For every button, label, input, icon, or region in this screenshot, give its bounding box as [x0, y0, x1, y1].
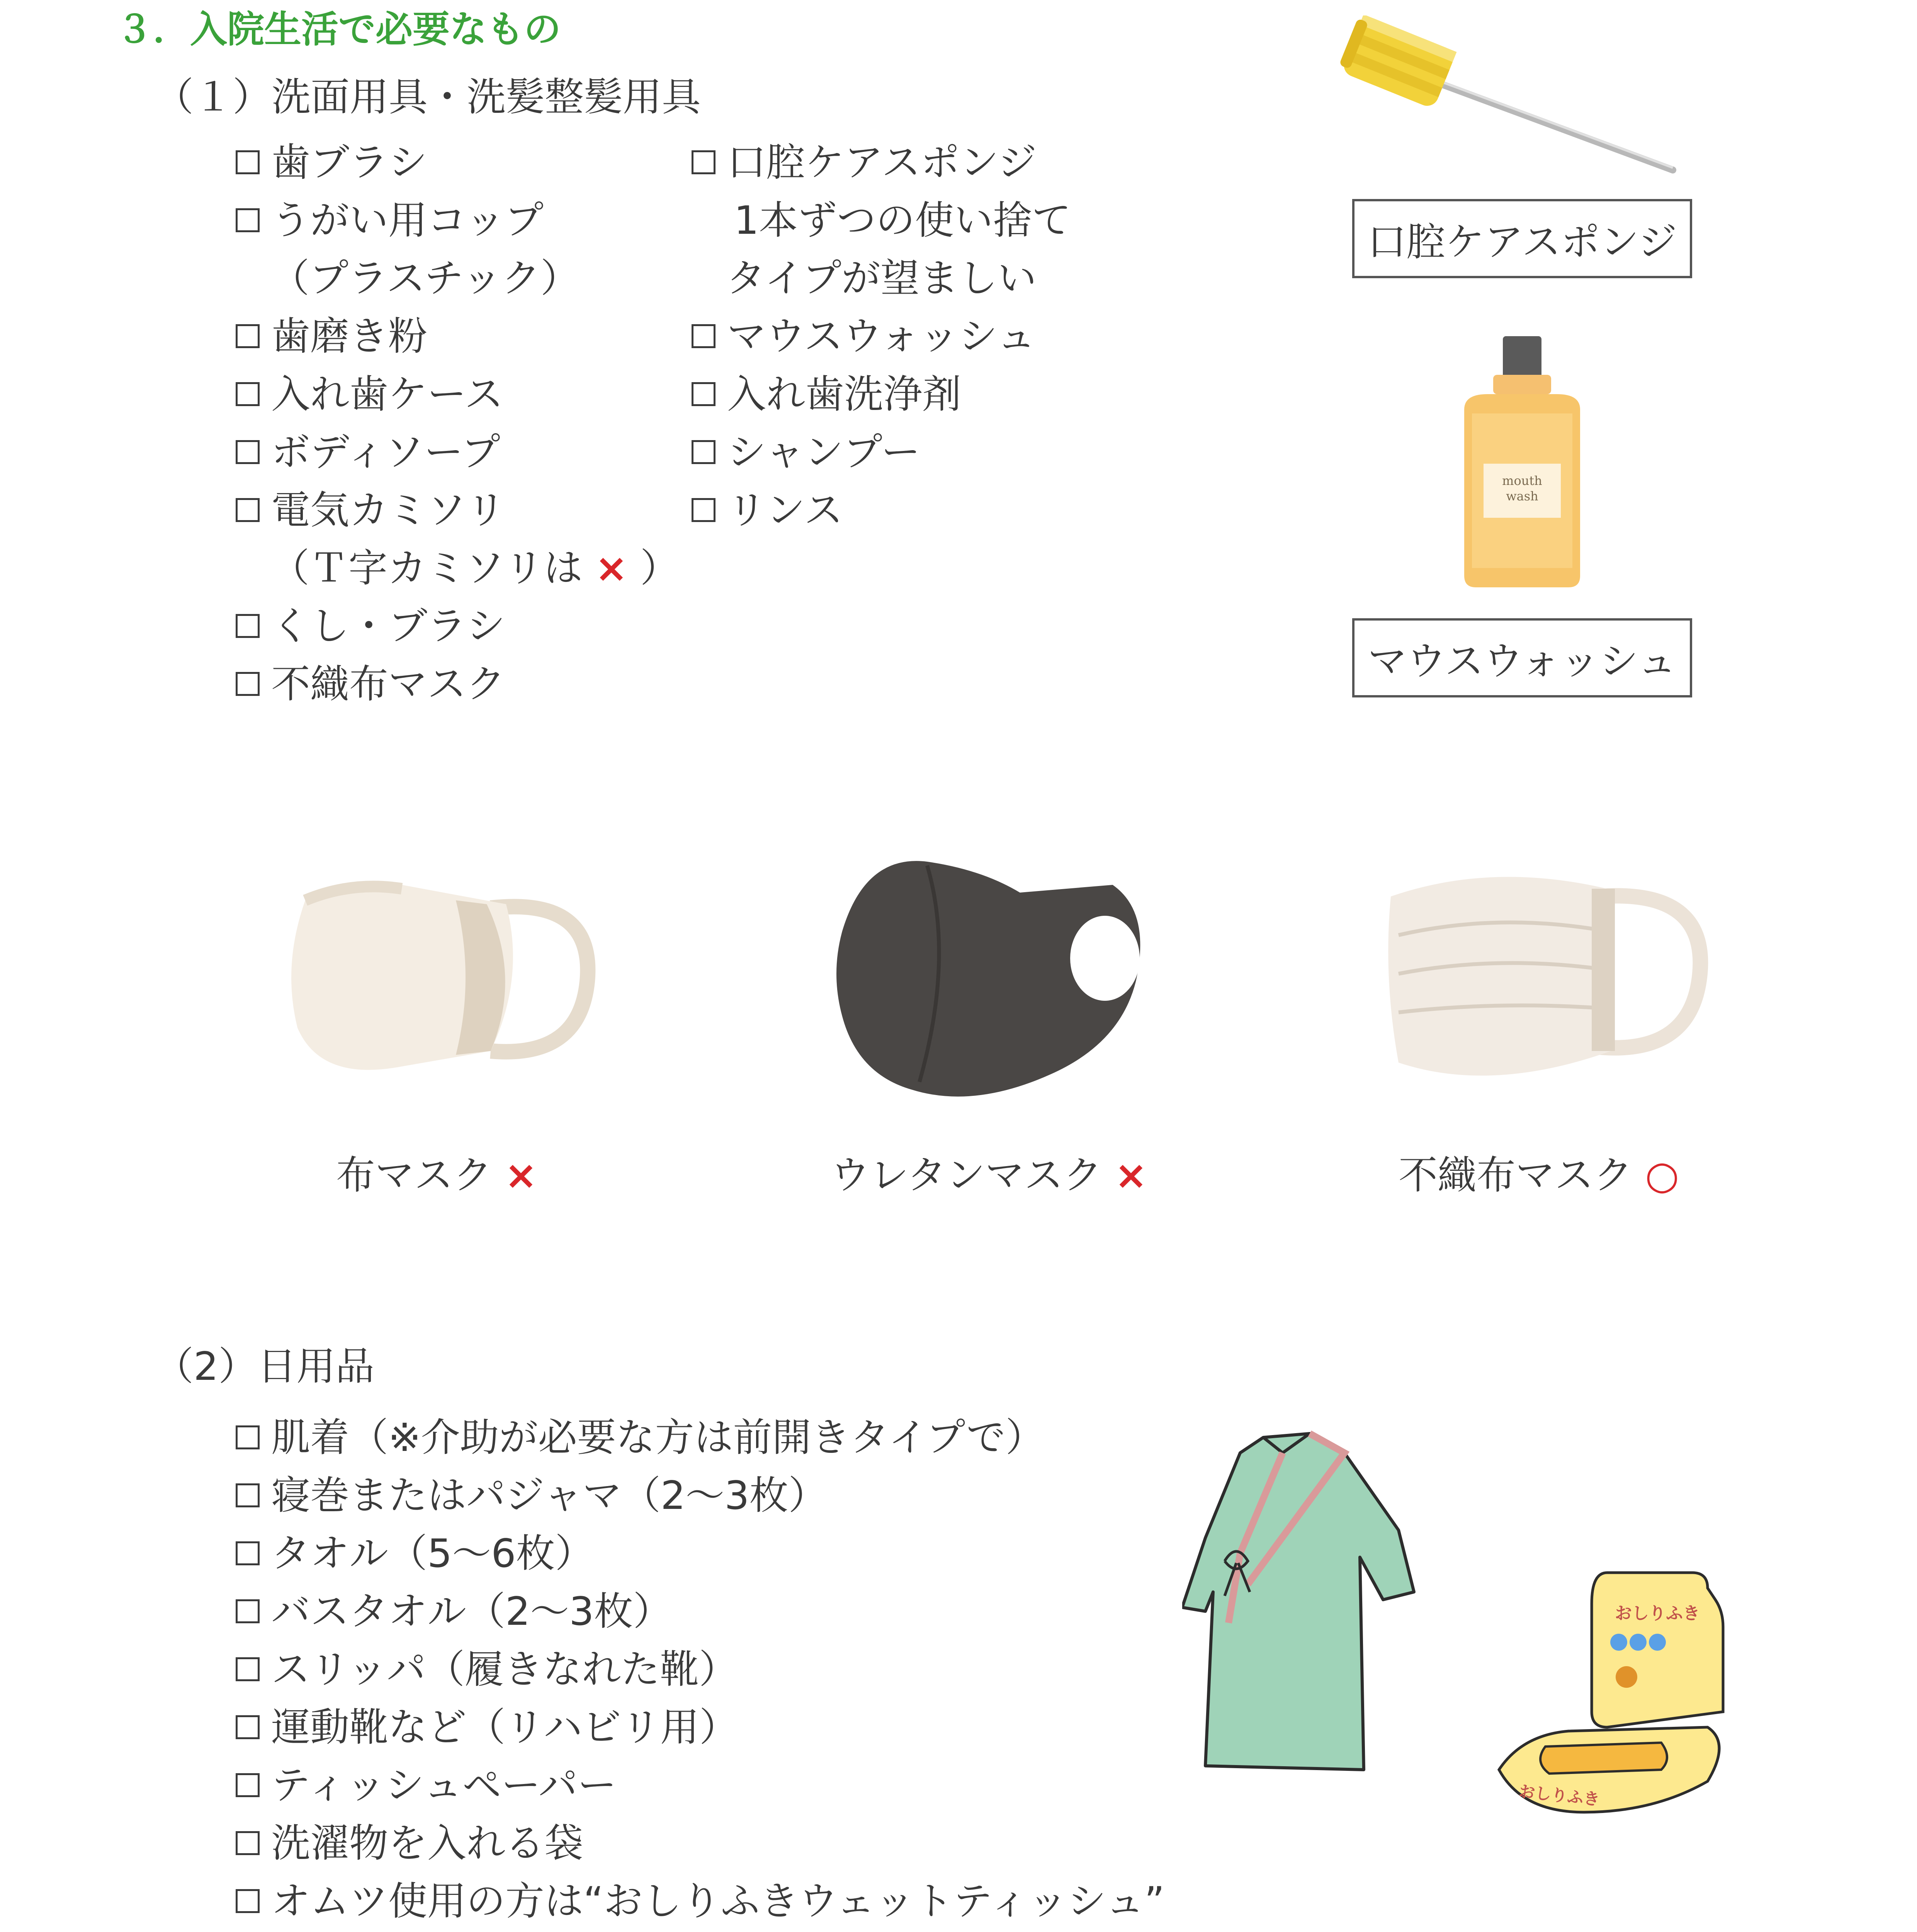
checklist-item: 電気カミソリ [236, 481, 505, 539]
checklist-subtext: （プラスチック） [270, 255, 580, 301]
checkbox[interactable] [236, 440, 260, 464]
circle-ok-icon: ○ [1645, 1152, 1679, 1198]
checkbox[interactable] [236, 1425, 260, 1449]
checklist-item: 歯磨き粉 [236, 307, 427, 365]
checkbox[interactable] [236, 1831, 260, 1855]
wet-wipes-illustration [1491, 1565, 1777, 1820]
caption-cloth-mask: 布マスク × [336, 1152, 537, 1198]
checklist-item: 入れ歯洗浄剤 [692, 365, 961, 423]
subsection-title-toiletries: （１）洗面用具・洗髪整髪用具 [155, 74, 701, 120]
note-diaper-1 [270, 1930, 1226, 1932]
nonwoven-mask-illustration [1375, 846, 1715, 1109]
checkbox[interactable] [236, 1715, 260, 1739]
checklist-item: 不織布マスク [236, 655, 505, 713]
checkbox[interactable] [692, 150, 715, 174]
checklist-item: タオル（5～6枚） [236, 1524, 594, 1582]
razor-note: （Ｔ字カミソリは × ） [270, 545, 679, 591]
checklist-item: スリッパ（履きなれた靴） [236, 1640, 738, 1698]
checklist-item: 入れ歯ケース [236, 365, 503, 423]
cloth-mask-illustration [274, 850, 607, 1105]
checkbox[interactable] [692, 498, 715, 522]
label-oral-sponge: 口腔ケアスポンジ [1352, 199, 1692, 278]
checklist-item: マウスウォッシュ [692, 307, 1036, 365]
checkbox[interactable] [236, 1483, 260, 1507]
label-mouthwash: マウスウォッシュ [1352, 618, 1692, 697]
checklist-item: くし・ブラシ [236, 597, 505, 655]
checkbox[interactable] [236, 672, 260, 696]
checkbox[interactable] [236, 1599, 260, 1623]
checklist-item: ティッシュペーパー [236, 1756, 617, 1814]
wipes-box-label: おしりふき [1615, 1604, 1700, 1623]
checkbox[interactable] [236, 208, 260, 232]
checkbox[interactable] [236, 324, 260, 348]
checklist-item: オムツ使用の方は“おしりふきウェットティッシュ” [236, 1872, 1165, 1930]
x-mark-icon: × [1115, 1152, 1147, 1198]
checkbox[interactable] [236, 150, 260, 174]
checklist-item: うがい用コップ [236, 191, 544, 249]
checkbox[interactable] [236, 1541, 260, 1565]
checklist-subtext: 1本ずつの使い捨て [734, 197, 1071, 243]
checkbox[interactable] [692, 324, 715, 348]
wipes-pack-label: おしりふき [1518, 1782, 1601, 1809]
checklist-item: バスタオル（2～3枚） [236, 1582, 672, 1640]
checklist-item: シャンプー [692, 423, 920, 481]
subsection-title-daily-goods: （2）日用品 [155, 1344, 375, 1389]
checklist-subtext: タイプが望ましい [726, 255, 1037, 301]
checklist-item: リンス [692, 481, 843, 539]
urethane-mask-illustration [819, 842, 1159, 1105]
checkbox[interactable] [236, 1889, 260, 1913]
mouthwash-bottle-illustration [1456, 336, 1588, 595]
checklist-item: 口腔ケアスポンジ [692, 133, 1037, 191]
caption-urethane-mask: ウレタンマスク × [831, 1152, 1147, 1198]
caption-nonwoven-mask: 不織布マスク ○ [1399, 1152, 1679, 1198]
bottle-label-text: mouth [1502, 473, 1542, 488]
checklist-item: ボディソープ [236, 423, 500, 481]
checklist-item: 肌着（※介助が必要な方は前開きタイプで） [236, 1408, 1045, 1466]
hospital-gown-illustration [1182, 1430, 1422, 1785]
bottle-label-text: wash [1506, 489, 1538, 503]
checkbox[interactable] [236, 382, 260, 406]
x-mark-icon: × [595, 545, 628, 591]
checkbox[interactable] [236, 498, 260, 522]
oral-sponge-illustration [1333, 15, 1688, 178]
checkbox[interactable] [692, 382, 715, 406]
checkbox[interactable] [236, 1657, 260, 1681]
checkbox[interactable] [236, 1773, 260, 1797]
checkbox[interactable] [236, 614, 260, 638]
checklist-item: 運動靴など（リハビリ用） [236, 1698, 738, 1756]
x-mark-icon: × [505, 1152, 537, 1198]
checklist-item: 歯ブラシ [236, 133, 427, 191]
checkbox[interactable] [692, 440, 715, 464]
section-title: ３．入院生活で必要なもの [116, 8, 561, 51]
checklist-item: 洗濯物を入れる袋 [236, 1814, 583, 1872]
checklist-item: 寝巻またはパジャマ（2～3枚） [236, 1466, 828, 1524]
